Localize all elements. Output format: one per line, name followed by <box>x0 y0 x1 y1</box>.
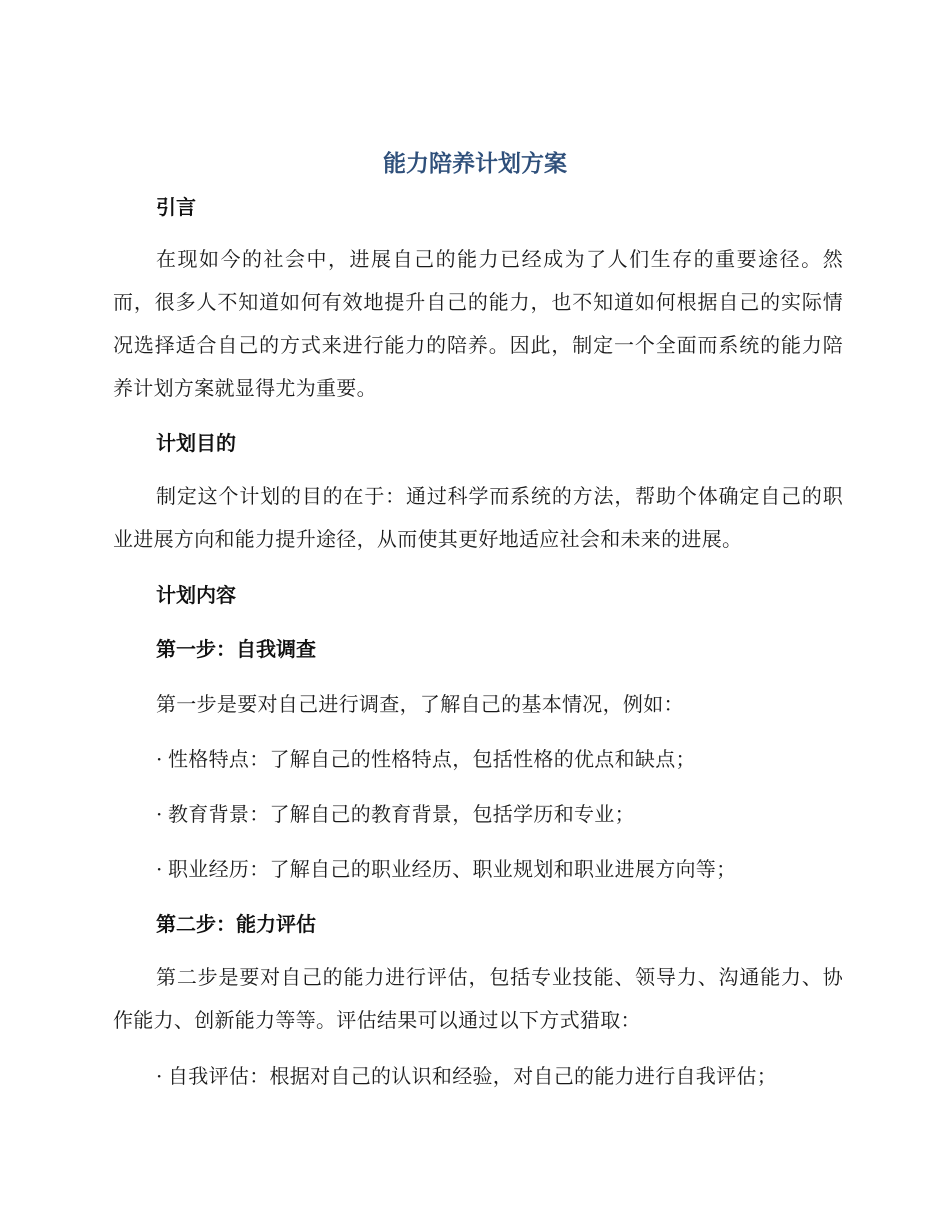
list-item <box>156 854 736 884</box>
list-item <box>156 744 696 774</box>
list-item <box>156 1061 777 1091</box>
list-item-text: 自我评估：根据对自己的认识和经验，对自己的能力进行自我评估； <box>168 1064 777 1088</box>
intro-paragraph: 在现如今的社会中，进展自己的能力已经成为了人们生存的重要途径。然而，很多人不知道如何有效地提升自己的能力，也不知道如何根据自己的实际情况选择适合自己的方式来进行能力的陪养。因此，制定一个全面而系统的能力陪养计划方案就显得尤为重要。 <box>113 247 843 400</box>
purpose-paragraph: 制定这个计划的目的在于：通过科学而系统的方法，帮助个体确定自己的职业进展方向和能力提升途径，从而使其更好地适应社会和未来的进展。 <box>113 484 843 551</box>
step2-heading: 第二步：能力评估 <box>156 912 316 936</box>
step2-paragraph: 第二步是要对自己的能力进行评估，包括专业技能、领导力、沟通能力、协作能力、创新能力等等。评估结果可以通过以下方式猎取： <box>113 965 843 1032</box>
list-item-text: 性格特点：了解自己的性格特点，包括性格的优点和缺点； <box>168 747 696 771</box>
document-title: 能力陪养计划方案 <box>383 151 567 177</box>
bullet-symbol: · <box>156 857 163 881</box>
section-heading-purpose: 计划目的 <box>156 431 236 455</box>
bullet-symbol: · <box>156 747 163 771</box>
section-heading-content: 计划内容 <box>156 583 236 607</box>
bullet-symbol: · <box>156 1064 163 1088</box>
section-heading-intro: 引言 <box>156 195 196 219</box>
list-item <box>156 799 635 829</box>
step1-heading: 第一步：自我调查 <box>156 637 316 661</box>
list-item-text: 教育背景：了解自己的教育背景，包括学历和专业； <box>168 802 635 826</box>
list-item-text: 职业经历：了解自己的职业经历、职业规划和职业进展方向等； <box>168 857 737 881</box>
step1-intro: 第一步是要对自己进行调查，了解自己的基本情况，例如： <box>156 692 684 716</box>
bullet-symbol: · <box>156 802 163 826</box>
